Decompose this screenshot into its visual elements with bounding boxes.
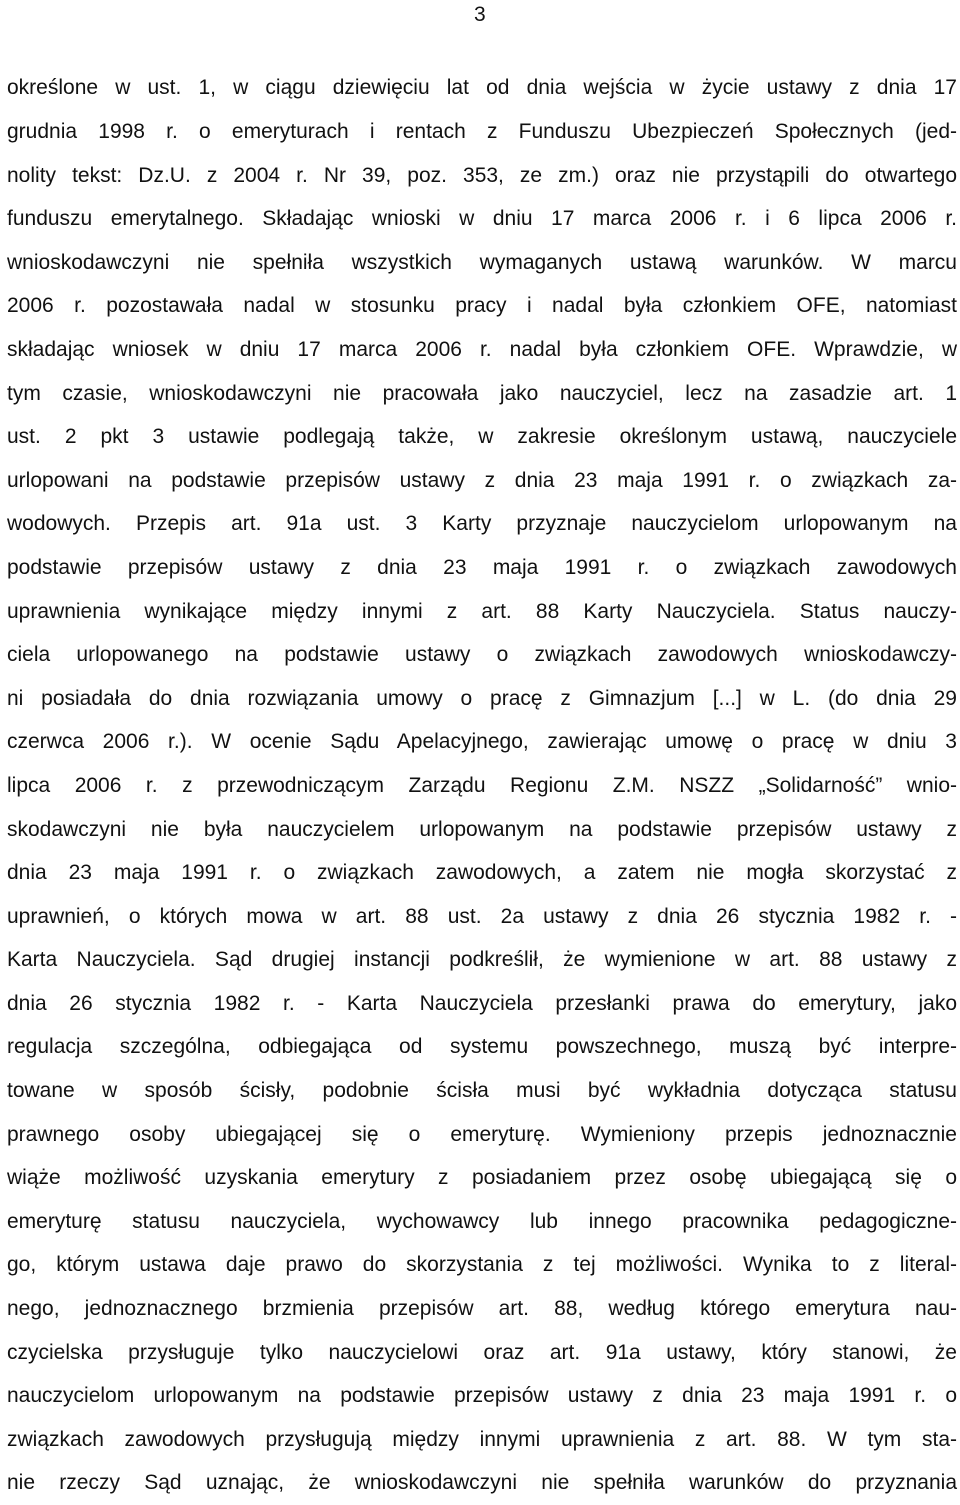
text-line: określone w ust. 1, w ciągu dziewięciu lat od dnia wejścia w życie ustawy z dnia 17 (7, 76, 957, 99)
text-line: regulacja szczególna, odbiegająca od systemu powszechnego, muszą być interpre- (7, 1035, 957, 1059)
text-line: funduszu emerytalnego. Składając wnioski w dniu 17 marca 2006 r. i 6 lipca 2006 r. (7, 207, 957, 231)
text-line: podstawie przepisów ustawy z dnia 23 maja 1991 r. o związkach zawodowych (7, 555, 957, 579)
text-line: ni posiadała do dnia rozwiązania umowy o pracę z Gimnazjum [...] w L. (do dnia 29 (7, 686, 957, 710)
text-line: nie rzeczy Sąd uznając, że wnioskodawczyni nie spełniła warunków do przyznania (7, 1471, 957, 1495)
text-line: go, którym ustawa daje prawo do skorzystania z tej możliwości. Wynika to z literal- (7, 1253, 957, 1277)
text-line: Karta Nauczyciela. Sąd drugiej instancji podkreślił, że wymienione w art. 88 ustawy z (7, 948, 957, 972)
text-line: ciela urlopowanego na podstawie ustawy o związkach zawodowych wnioskodawczy- (7, 643, 957, 667)
page-number: 3 (474, 3, 486, 26)
text-line: lipca 2006 r. z przewodniczącym Zarządu Regionu Z.M. NSZZ „Solidarność” wnio- (7, 773, 957, 797)
text-line: nolity tekst: Dz.U. z 2004 r. Nr 39, poz. 353, ze zm.) oraz nie przystąpili do otwartego (7, 163, 957, 187)
text-line: 2006 r. pozostawała nadal w stosunku pracy i nadal była członkiem OFE, natomiast (7, 294, 957, 318)
text-line: dnia 23 maja 1991 r. o związkach zawodowych, a zatem nie mogła skorzystać z (7, 861, 957, 885)
text-line: prawnego osoby ubiegającej się o emeryturę. Wymieniony przepis jednoznacznie (7, 1122, 957, 1146)
text-line: tym czasie, wnioskodawczyni nie pracowała jako nauczyciel, lecz na zasadzie art. 1 (7, 381, 957, 405)
text-line: uprawnień, o których mowa w art. 88 ust. 2a ustawy z dnia 26 stycznia 1982 r. - (7, 904, 957, 928)
text-line: towane w sposób ścisły, podobnie ścisła musi być wykładnia dotycząca statusu (7, 1079, 957, 1103)
text-line: uprawnienia wynikające między innymi z art. 88 Karty Nauczyciela. Status nauczy- (7, 599, 957, 623)
text-line: nego, jednoznacznego brzmienia przepisów art. 88, według którego emerytura nau- (7, 1297, 957, 1321)
text-line: emeryturę statusu nauczyciela, wychowawcy lub innego pracownika pedagogiczne- (7, 1209, 957, 1233)
document-body (7, 66, 957, 1505)
text-line: czycielska przysługuje tylko nauczycielowi oraz art. 91a ustawy, który stanowi, że (7, 1340, 957, 1364)
text-line: związkach zawodowych przysługują między innymi uprawnienia z art. 88. W tym sta- (7, 1427, 957, 1451)
text-line: składając wniosek w dniu 17 marca 2006 r. nadal była członkiem OFE. Wprawdzie, w (7, 337, 957, 361)
text-line: czerwca 2006 r.). W ocenie Sądu Apelacyjnego, zawierając umowę o pracę w dniu 3 (7, 730, 957, 754)
text-line: grudnia 1998 r. o emeryturach i rentach z Funduszu Ubezpieczeń Społecznych (jed- (7, 120, 957, 143)
text-line: wiąże możliwość uzyskania emerytury z posiadaniem przez osobę ubiegającą się o (7, 1166, 957, 1190)
text-line: wodowych. Przepis art. 91a ust. 3 Karty przyznaje nauczycielom urlopowanym na (7, 512, 957, 536)
text-line: wnioskodawczyni nie spełniła wszystkich wymaganych ustawą warunków. W marcu (7, 250, 957, 274)
text-line: ust. 2 pkt 3 ustawie podlegają także, w zakresie określonym ustawą, nauczyciele (7, 425, 957, 449)
text-line: dnia 26 stycznia 1982 r. - Karta Nauczyciela przesłanki prawa do emerytury, jako (7, 991, 957, 1015)
text-line: skodawczyni nie była nauczycielem urlopowanym na podstawie przepisów ustawy z (7, 817, 957, 841)
text-line: urlopowani na podstawie przepisów ustawy z dnia 23 maja 1991 r. o związkach za- (7, 468, 957, 492)
text-line: nauczycielom urlopowanym na podstawie przepisów ustawy z dnia 23 maja 1991 r. o (7, 1384, 957, 1408)
